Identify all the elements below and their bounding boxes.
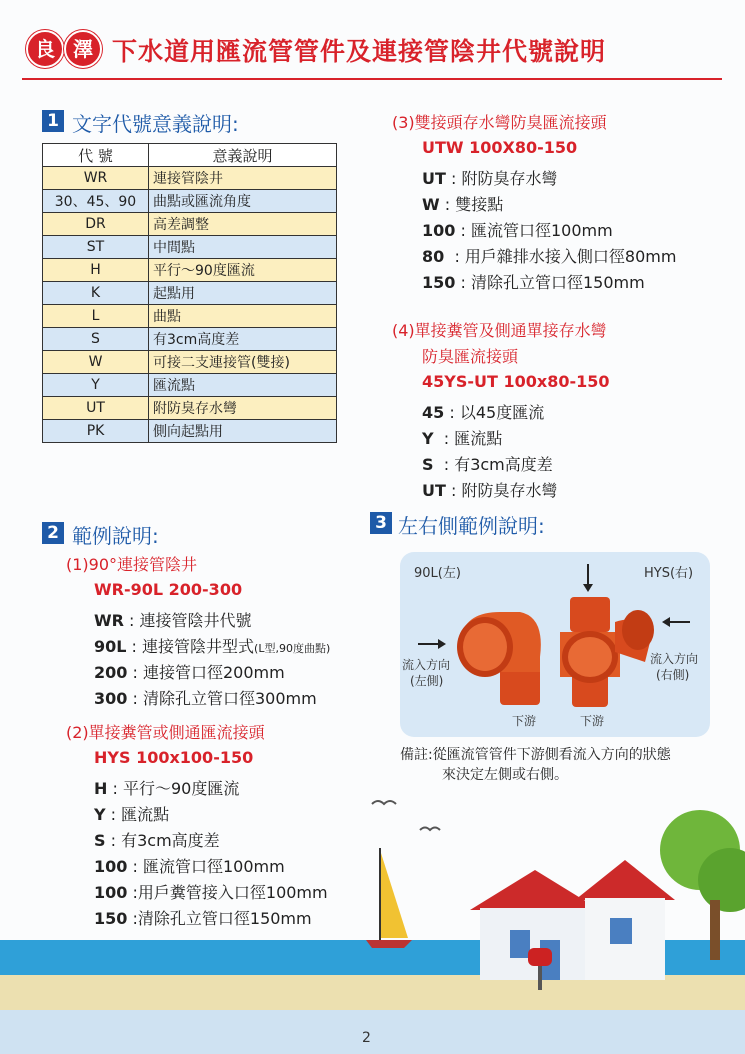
line-text: 匯流管口徑100mm [142, 857, 285, 876]
line-text: 清除孔立管口徑150mm [137, 909, 312, 928]
line-text: 清除孔立管口徑300mm [142, 689, 317, 708]
line-text: 平行～90度匯流 [122, 779, 240, 798]
line-code: 100 [94, 883, 128, 902]
line-text: 以45度匯流 [459, 403, 545, 422]
table-row [43, 420, 337, 443]
table-cell-meaning: 曲點或匯流角度 [149, 190, 337, 213]
page-number: 2 [362, 1030, 371, 1046]
table-cell-meaning: 側向起點用 [149, 420, 337, 443]
downstream-label-2: 下游 [580, 714, 605, 728]
table-cell-code: L [43, 305, 149, 328]
table-row [43, 374, 337, 397]
arrow-down-icon [583, 564, 593, 592]
line-code: 150 [422, 273, 456, 292]
example-1-line: 200 : 連接管口徑200mm [94, 663, 285, 682]
line-text: 匯流點 [121, 805, 170, 824]
example-1-line: 90L : 連接管陰井型式(L型,90度曲點) [94, 637, 331, 656]
line-text: 有3cm高度差 [121, 831, 220, 850]
table-row [43, 190, 337, 213]
line-code: 300 [94, 689, 128, 708]
section-3-title: 左右側範例說明: [398, 514, 545, 538]
example-2-line: 100 : 匯流管口徑100mm [94, 857, 285, 876]
example-3-line: W : 雙接點 [422, 195, 504, 214]
example-2-title: (2)單接糞管或側通匯流接頭 [66, 723, 265, 742]
downstream-label-1: 下游 [512, 714, 537, 728]
flow-left-label: 流入方向 [402, 658, 451, 672]
code-table [42, 143, 337, 443]
line-code: UT [422, 169, 446, 188]
table-header-code: 代 號 [43, 144, 149, 167]
example-1-model: WR-90L 200-300 [94, 580, 243, 599]
table-row [43, 167, 337, 190]
line-code: 100 [422, 221, 456, 240]
example-3-model: UTW 100X80-150 [422, 138, 578, 157]
table-cell-code: Y [43, 374, 149, 397]
title-divider [22, 78, 722, 80]
left-right-diagram [400, 552, 710, 737]
example-2-line: S : 有3cm高度差 [94, 831, 220, 850]
table-cell-code: UT [43, 397, 149, 420]
line-code: S [94, 831, 106, 850]
line-code: 90L [94, 637, 127, 656]
table-cell-meaning: 連接管陰井 [149, 167, 337, 190]
house-scene-illustration [360, 790, 745, 990]
arrow-right-icon [418, 639, 446, 649]
diagram-right-label: HYS(右) [644, 566, 694, 581]
line-code: 100 [94, 857, 128, 876]
example-3-line: UT : 附防臭存水彎 [422, 169, 558, 188]
table-cell-meaning: 附防臭存水彎 [149, 397, 337, 420]
example-4-line: S : 有3cm高度差 [422, 455, 553, 474]
table-cell-meaning: 匯流點 [149, 374, 337, 397]
table-cell-meaning: 高差調整 [149, 213, 337, 236]
example-3-title: (3)雙接頭存水彎防臭匯流接頭 [392, 113, 607, 132]
line-code: 200 [94, 663, 128, 682]
table-row [43, 213, 337, 236]
example-1-title: (1)90°連接管陰井 [66, 555, 198, 574]
example-2-model: HYS 100x100-150 [94, 748, 254, 767]
table-cell-meaning: 有3cm高度差 [149, 328, 337, 351]
example-4-line: 45 : 以45度匯流 [422, 403, 545, 422]
table-row [43, 328, 337, 351]
diagram-left-label: 90L(左) [414, 566, 461, 581]
example-4-title-cont: 防臭匯流接頭 [422, 347, 519, 366]
section-3-number: 3 [370, 512, 392, 534]
table-cell-code: WR [43, 167, 149, 190]
line-code: 45 [422, 403, 445, 422]
table-cell-code: K [43, 282, 149, 305]
sailboat-icon [366, 848, 412, 948]
elbow-fitting-90l [457, 612, 541, 705]
line-code: WR [94, 611, 124, 630]
line-code: Y [422, 429, 434, 448]
flow-right-label: 流入方向 [650, 652, 699, 666]
table-row [43, 305, 337, 328]
brand-logo-char-2: 澤 [64, 30, 102, 68]
page-title: 下水道用匯流管管件及連接管陰井代號說明 [112, 37, 607, 66]
section-2-title: 範例說明: [72, 524, 159, 548]
example-3-line: 100 : 匯流管口徑100mm [422, 221, 613, 240]
line-code: 80 [422, 247, 445, 266]
table-row [43, 282, 337, 305]
example-1-line: WR : 連接管陰井代號 [94, 611, 252, 630]
example-2-line: 150 :清除孔立管口徑150mm [94, 909, 312, 928]
line-code: S [422, 455, 434, 474]
table-cell-meaning: 可接二支連接管(雙接) [149, 351, 337, 374]
line-text: 連接管陰井代號 [139, 611, 252, 630]
line-code: W [422, 195, 440, 214]
table-header-meaning: 意義說明 [149, 144, 337, 167]
table-cell-code: S [43, 328, 149, 351]
hys-fitting [560, 597, 654, 707]
line-note: (L型,90度曲點) [254, 642, 331, 655]
table-row [43, 351, 337, 374]
line-text: 有3cm高度差 [454, 455, 553, 474]
example-2-line: H : 平行～90度匯流 [94, 779, 240, 798]
example-2-line: Y : 匯流點 [94, 805, 170, 824]
flow-left-side-label: (左側) [410, 674, 444, 688]
line-text: 清除孔立管口徑150mm [470, 273, 645, 292]
line-text: 連接管陰井型式 [142, 637, 255, 656]
line-code: 150 [94, 909, 128, 928]
example-1-line: 300 : 清除孔立管口徑300mm [94, 689, 317, 708]
example-3-line: 80 : 用戶雜排水接入側口徑80mm [422, 247, 677, 266]
line-text: 匯流管口徑100mm [470, 221, 613, 240]
line-code: UT [422, 481, 446, 500]
example-4-title: (4)單接糞管及側通單接存水彎 [392, 321, 607, 340]
note-line-2: 來決定左側或右側。 [442, 767, 568, 783]
section-1-number: 1 [42, 110, 64, 132]
line-code: Y [94, 805, 106, 824]
table-row [43, 236, 337, 259]
line-text: 用戶糞管接入口徑100mm [137, 883, 328, 902]
line-text: 連接管口徑200mm [142, 663, 285, 682]
line-text: 用戶雜排水接入側口徑80mm [464, 247, 677, 266]
line-text: 雙接點 [455, 195, 504, 214]
table-cell-meaning: 中間點 [149, 236, 337, 259]
table-cell-meaning: 平行～90度匯流 [149, 259, 337, 282]
section-1-title: 文字代號意義說明: [72, 112, 239, 136]
table-cell-code: PK [43, 420, 149, 443]
footer-band [0, 1010, 745, 1054]
arrow-left-icon [662, 617, 690, 627]
flow-right-side-label: (右側) [656, 668, 690, 682]
house-icon [470, 860, 675, 980]
table-header-row [43, 144, 337, 167]
table-row [43, 397, 337, 420]
table-cell-code: DR [43, 213, 149, 236]
bird-icon [372, 801, 396, 804]
example-2-line: 100 :用戶糞管接入口徑100mm [94, 883, 328, 902]
example-4-model: 45YS-UT 100x80-150 [422, 372, 610, 391]
brand-logo-char-1: 良 [26, 30, 64, 68]
table-cell-meaning: 起點用 [149, 282, 337, 305]
table-cell-meaning: 曲點 [149, 305, 337, 328]
section-2-number: 2 [42, 522, 64, 544]
table-cell-code: ST [43, 236, 149, 259]
bird-icon [420, 828, 440, 831]
line-text: 附防臭存水彎 [461, 481, 558, 500]
note-line-1: 備註:從匯流管管件下游側看流入方向的狀態 [400, 747, 671, 763]
table-row [43, 259, 337, 282]
line-text: 附防臭存水彎 [461, 169, 558, 188]
example-3-line: 150 : 清除孔立管口徑150mm [422, 273, 645, 292]
tree-icon [660, 810, 745, 960]
table-cell-code: H [43, 259, 149, 282]
table-cell-code: W [43, 351, 149, 374]
table-cell-code: 30、45、90 [43, 190, 149, 213]
example-4-line: UT : 附防臭存水彎 [422, 481, 558, 500]
line-code: H [94, 779, 108, 798]
example-4-line: Y : 匯流點 [422, 429, 503, 448]
line-text: 匯流點 [454, 429, 503, 448]
